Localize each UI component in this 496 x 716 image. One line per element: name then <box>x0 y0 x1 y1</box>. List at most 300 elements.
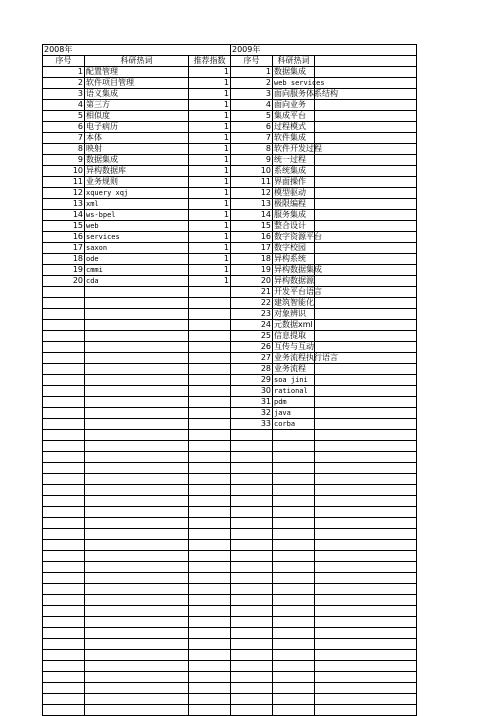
empty-cell <box>315 705 417 716</box>
rank-cell <box>43 375 85 386</box>
rank-cell <box>43 397 85 408</box>
keyword-cell <box>273 584 315 595</box>
table-row <box>43 463 417 474</box>
empty-cell <box>315 606 417 617</box>
keyword-cell: 极限编程 <box>273 199 315 210</box>
table-row <box>43 144 417 155</box>
keyword-cell <box>273 650 315 661</box>
rank-cell <box>231 518 273 529</box>
keyword-cell <box>273 441 315 452</box>
rank-cell: 13 <box>231 199 273 210</box>
rank-cell <box>43 342 85 353</box>
keyword-cell: java <box>273 408 315 419</box>
table-row <box>43 474 417 485</box>
keyword-cell <box>273 551 315 562</box>
keyword-cell <box>273 683 315 694</box>
keyword-cell <box>85 375 189 386</box>
keyword-cell <box>85 595 189 606</box>
keyword-cell <box>85 507 189 518</box>
keyword-cell <box>85 463 189 474</box>
keyword-cell <box>85 518 189 529</box>
rank-cell: 18 <box>43 254 85 265</box>
keyword-cell: 映射 <box>85 144 189 155</box>
keyword-cell: 面向业务 <box>273 100 315 111</box>
table-row <box>43 375 417 386</box>
empty-cell <box>315 166 417 177</box>
table-row <box>43 111 417 122</box>
keyword-cell: 对象辨识 <box>273 309 315 320</box>
year-2009-label: 2009年 <box>231 45 417 56</box>
keyword-cell <box>273 518 315 529</box>
rank-cell: 12 <box>43 188 85 199</box>
table-row <box>43 496 417 507</box>
rank-cell <box>231 551 273 562</box>
table-row <box>43 683 417 694</box>
rank-cell: 9 <box>43 155 85 166</box>
table-row <box>43 210 417 221</box>
score-cell <box>189 353 231 364</box>
rank-cell: 4 <box>231 100 273 111</box>
rank-cell: 1 <box>43 67 85 78</box>
keyword-cell <box>85 309 189 320</box>
table-row <box>43 177 417 188</box>
rank-cell <box>43 419 85 430</box>
empty-cell <box>315 210 417 221</box>
rank-cell: 30 <box>231 386 273 397</box>
rank-cell <box>43 298 85 309</box>
empty-cell <box>315 672 417 683</box>
score-cell <box>189 529 231 540</box>
table-row <box>43 672 417 683</box>
rank-cell <box>43 661 85 672</box>
score-cell <box>189 683 231 694</box>
empty-cell <box>315 67 417 78</box>
keyword-cell: 面向服务体系结构 <box>274 89 338 98</box>
rank-cell: 19 <box>43 265 85 276</box>
keyword-cell: 模型驱动 <box>273 188 315 199</box>
keyword-cell <box>85 606 189 617</box>
rank-cell <box>43 683 85 694</box>
rank-cell: 14 <box>231 210 273 221</box>
empty-cell <box>315 408 417 419</box>
empty-cell <box>315 584 417 595</box>
keyword-cell <box>85 342 189 353</box>
header-keyword: 科研热词 <box>85 56 189 67</box>
header-index: 序号 <box>43 56 85 67</box>
rank-cell <box>43 584 85 595</box>
rank-cell <box>231 430 273 441</box>
empty-cell <box>315 474 417 485</box>
rank-cell: 23 <box>231 309 273 320</box>
table-row <box>43 562 417 573</box>
keyword-cell: 整合设计 <box>273 221 315 232</box>
table-row <box>43 551 417 562</box>
keyword-cell: web services <box>274 79 325 87</box>
rank-cell: 15 <box>43 221 85 232</box>
rank-cell <box>43 606 85 617</box>
empty-cell <box>315 232 417 243</box>
score-cell: 1 <box>189 177 231 188</box>
empty-cell <box>315 375 417 386</box>
empty-cell <box>315 155 417 166</box>
keyword-cell: 业务流程 <box>273 364 315 375</box>
year-2008-label: 2008年 <box>43 45 231 56</box>
score-cell <box>189 287 231 298</box>
empty-cell <box>315 419 417 430</box>
rank-cell: 14 <box>43 210 85 221</box>
table-row <box>43 232 417 243</box>
score-cell <box>189 331 231 342</box>
keyword-cell <box>273 705 315 716</box>
rank-cell: 2 <box>43 78 85 89</box>
table-row <box>43 166 417 177</box>
table-row <box>43 287 417 298</box>
keyword-cell: ws-bpel <box>85 210 189 221</box>
keyword-cell <box>85 430 189 441</box>
rank-cell <box>43 496 85 507</box>
rank-cell: 24 <box>231 320 273 331</box>
score-cell <box>189 375 231 386</box>
rank-cell <box>43 474 85 485</box>
empty-cell <box>315 694 417 705</box>
rank-cell: 32 <box>231 408 273 419</box>
score-cell <box>189 628 231 639</box>
keyword-cell <box>85 650 189 661</box>
score-cell <box>189 518 231 529</box>
header-index: 序号 <box>231 56 273 67</box>
empty-cell <box>315 485 417 496</box>
keyword-cell: 数字资源平台 <box>274 232 322 241</box>
rank-cell <box>43 562 85 573</box>
rank-cell <box>43 320 85 331</box>
keyword-cell <box>273 606 315 617</box>
keyword-cell: web <box>85 221 189 232</box>
keyword-cell: ode <box>85 254 189 265</box>
rank-cell <box>43 485 85 496</box>
keyword-cell <box>273 617 315 628</box>
rank-cell <box>43 287 85 298</box>
keyword-cell: 统一过程 <box>273 155 315 166</box>
score-cell <box>189 562 231 573</box>
table-row <box>43 452 417 463</box>
score-cell <box>189 408 231 419</box>
keyword-cell <box>273 562 315 573</box>
table-row <box>43 397 417 408</box>
empty-cell <box>315 430 417 441</box>
rank-cell: 11 <box>231 177 273 188</box>
rank-cell <box>43 595 85 606</box>
score-cell: 1 <box>189 265 231 276</box>
rank-cell: 16 <box>231 232 273 243</box>
rank-cell <box>231 474 273 485</box>
score-cell <box>189 309 231 320</box>
keyword-cell: saxon <box>85 243 189 254</box>
score-cell: 1 <box>189 133 231 144</box>
empty-cell <box>315 628 417 639</box>
keyword-cell: soa jini <box>273 375 315 386</box>
keyword-table <box>42 44 417 716</box>
rank-cell <box>231 441 273 452</box>
table-row <box>43 441 417 452</box>
rank-cell: 15 <box>231 221 273 232</box>
score-cell: 1 <box>189 188 231 199</box>
score-cell: 1 <box>189 210 231 221</box>
score-cell <box>189 496 231 507</box>
rank-cell <box>231 573 273 584</box>
keyword-cell <box>273 485 315 496</box>
header-keyword: 科研热词 <box>273 56 315 67</box>
score-cell: 1 <box>189 221 231 232</box>
rank-cell <box>231 584 273 595</box>
score-cell: 1 <box>189 166 231 177</box>
keyword-cell: 异构数据库 <box>85 166 189 177</box>
score-cell <box>189 474 231 485</box>
table-row <box>43 155 417 166</box>
keyword-cell <box>85 540 189 551</box>
keyword-cell: cda <box>85 276 189 287</box>
table-row <box>43 221 417 232</box>
empty-cell <box>315 551 417 562</box>
rank-cell: 21 <box>231 287 273 298</box>
keyword-cell <box>85 419 189 430</box>
score-cell <box>189 650 231 661</box>
rank-cell <box>231 485 273 496</box>
empty-cell <box>315 540 417 551</box>
keyword-cell <box>85 408 189 419</box>
empty-cell <box>315 100 417 111</box>
rank-cell: 22 <box>231 298 273 309</box>
rank-cell: 13 <box>43 199 85 210</box>
empty-cell <box>315 397 417 408</box>
keyword-cell <box>273 496 315 507</box>
table-row <box>43 243 417 254</box>
score-cell: 1 <box>189 155 231 166</box>
score-cell <box>189 639 231 650</box>
table-row <box>43 540 417 551</box>
score-cell <box>189 507 231 518</box>
score-cell <box>189 463 231 474</box>
empty-cell <box>315 309 417 320</box>
empty-cell <box>315 441 417 452</box>
rank-cell <box>231 606 273 617</box>
keyword-cell: 第三方 <box>85 100 189 111</box>
keyword-cell: 异构数据源 <box>274 276 314 285</box>
rank-cell: 6 <box>231 122 273 133</box>
table-row <box>43 342 417 353</box>
score-cell <box>189 397 231 408</box>
header-score: 推荐指数 <box>189 56 231 67</box>
score-cell: 1 <box>189 144 231 155</box>
table-row <box>43 276 417 287</box>
keyword-cell: 软件开发过程 <box>274 144 322 153</box>
empty-cell <box>315 111 417 122</box>
score-cell <box>189 595 231 606</box>
score-cell: 1 <box>189 67 231 78</box>
empty-cell <box>315 144 417 155</box>
rank-cell: 11 <box>43 177 85 188</box>
rank-cell <box>43 430 85 441</box>
keyword-cell <box>273 430 315 441</box>
empty-cell <box>315 661 417 672</box>
rank-cell: 1 <box>231 67 273 78</box>
table-row <box>43 639 417 650</box>
score-cell <box>189 419 231 430</box>
rank-cell: 7 <box>231 133 273 144</box>
rank-cell: 17 <box>231 243 273 254</box>
table-row <box>43 320 417 331</box>
score-cell <box>189 540 231 551</box>
table-row <box>43 199 417 210</box>
empty-cell <box>315 683 417 694</box>
empty-cell <box>315 562 417 573</box>
rank-cell: 5 <box>231 111 273 122</box>
rank-cell: 3 <box>43 89 85 100</box>
keyword-cell: 异构系统 <box>273 254 315 265</box>
rank-cell <box>43 441 85 452</box>
score-cell: 1 <box>189 89 231 100</box>
table-row <box>43 430 417 441</box>
empty-cell <box>315 650 417 661</box>
rank-cell: 3 <box>231 89 273 100</box>
empty-cell <box>315 243 417 254</box>
rank-cell: 5 <box>43 111 85 122</box>
table-row <box>43 188 417 199</box>
score-cell <box>189 606 231 617</box>
rank-cell <box>231 617 273 628</box>
score-cell <box>189 320 231 331</box>
keyword-cell <box>85 474 189 485</box>
keyword-cell <box>273 452 315 463</box>
rank-cell: 27 <box>231 353 273 364</box>
table-row <box>43 628 417 639</box>
score-cell <box>189 342 231 353</box>
keyword-cell <box>273 529 315 540</box>
rank-cell <box>43 463 85 474</box>
empty-cell <box>315 221 417 232</box>
empty-cell <box>315 463 417 474</box>
rank-cell <box>231 540 273 551</box>
keyword-cell <box>273 474 315 485</box>
rank-cell <box>231 628 273 639</box>
keyword-cell: 本体 <box>85 133 189 144</box>
empty-cell <box>315 177 417 188</box>
table-row <box>43 353 417 364</box>
empty-cell <box>315 331 417 342</box>
keyword-cell <box>85 441 189 452</box>
rank-cell <box>43 529 85 540</box>
rank-cell: 20 <box>43 276 85 287</box>
keyword-cell <box>85 584 189 595</box>
rank-cell <box>231 639 273 650</box>
rank-cell <box>43 452 85 463</box>
keyword-cell <box>273 507 315 518</box>
rank-cell: 6 <box>43 122 85 133</box>
rank-cell <box>231 650 273 661</box>
keyword-cell <box>85 573 189 584</box>
table-row <box>43 650 417 661</box>
rank-cell: 18 <box>231 254 273 265</box>
keyword-cell <box>85 529 189 540</box>
score-cell: 1 <box>189 78 231 89</box>
rank-cell: 8 <box>43 144 85 155</box>
table-row <box>43 507 417 518</box>
keyword-cell <box>85 397 189 408</box>
table-row <box>43 78 417 89</box>
rank-cell <box>43 551 85 562</box>
keyword-cell <box>85 628 189 639</box>
empty-cell <box>315 199 417 210</box>
table-row <box>43 573 417 584</box>
keyword-cell: rational <box>273 386 315 397</box>
score-cell: 1 <box>189 276 231 287</box>
score-cell <box>189 573 231 584</box>
rank-cell: 7 <box>43 133 85 144</box>
rank-cell <box>43 628 85 639</box>
rank-cell: 17 <box>43 243 85 254</box>
score-cell: 1 <box>189 122 231 133</box>
score-cell <box>189 584 231 595</box>
score-cell: 1 <box>189 199 231 210</box>
rank-cell <box>231 672 273 683</box>
score-cell <box>189 705 231 716</box>
rank-cell: 16 <box>43 232 85 243</box>
rank-cell <box>43 540 85 551</box>
keyword-cell: services <box>85 232 189 243</box>
keyword-cell: 业务规则 <box>85 177 189 188</box>
empty-cell <box>315 133 417 144</box>
empty-cell <box>315 617 417 628</box>
table-row <box>43 518 417 529</box>
empty-cell <box>315 276 417 287</box>
keyword-cell: 软件集成 <box>273 133 315 144</box>
score-cell <box>189 386 231 397</box>
table-row <box>43 133 417 144</box>
keyword-cell <box>85 364 189 375</box>
rank-cell <box>231 496 273 507</box>
keyword-cell: 元数据xml <box>274 320 313 329</box>
keyword-cell <box>273 694 315 705</box>
rank-cell <box>231 452 273 463</box>
rank-cell <box>43 639 85 650</box>
rank-cell <box>231 683 273 694</box>
keyword-cell: xml <box>85 199 189 210</box>
rank-cell: 28 <box>231 364 273 375</box>
score-cell: 1 <box>189 254 231 265</box>
table-row <box>43 606 417 617</box>
rank-cell <box>43 408 85 419</box>
rank-cell <box>43 507 85 518</box>
rank-cell <box>231 705 273 716</box>
keyword-cell <box>85 320 189 331</box>
keyword-cell: cmmi <box>85 265 189 276</box>
empty-cell <box>315 320 417 331</box>
rank-cell: 29 <box>231 375 273 386</box>
rank-cell: 10 <box>231 166 273 177</box>
keyword-cell: 界面操作 <box>273 177 315 188</box>
empty-cell <box>315 529 417 540</box>
empty-cell <box>315 78 417 89</box>
rank-cell <box>43 518 85 529</box>
keyword-cell: 数据集成 <box>273 67 315 78</box>
score-cell <box>189 485 231 496</box>
rank-cell <box>43 353 85 364</box>
rank-cell <box>43 386 85 397</box>
rank-cell: 31 <box>231 397 273 408</box>
keyword-cell: 配置管理 <box>85 67 189 78</box>
rank-cell <box>43 694 85 705</box>
table-row <box>43 67 417 78</box>
keyword-cell: 语义集成 <box>85 89 189 100</box>
